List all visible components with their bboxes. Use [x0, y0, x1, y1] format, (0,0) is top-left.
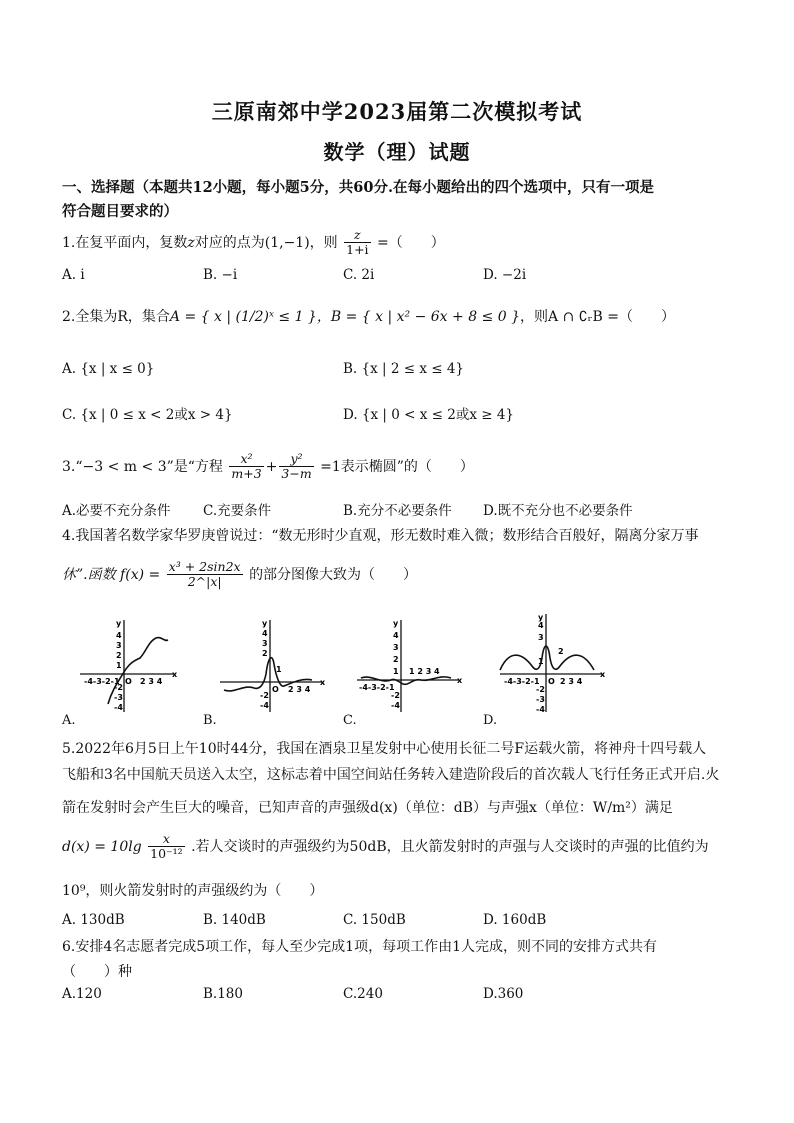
q4-option-c[interactable]: C.: [343, 713, 357, 728]
q1-var: z: [187, 234, 195, 251]
graph-a-tick: -2: [114, 683, 123, 692]
graph-d-tick: 1: [538, 657, 544, 666]
graph-a-y-label: y: [116, 619, 122, 628]
graph-c-tick: 1 2 3 4: [409, 667, 440, 676]
graph-c-tick: -4-3-2-1: [359, 683, 395, 692]
question-6-line2: （ ）种: [62, 964, 132, 980]
q3-f2-num: y²: [279, 452, 313, 467]
question-5-line4: [62, 832, 709, 862]
q4-post: 的部分图像大致为（ ）: [249, 566, 418, 583]
q4-graph-d[interactable]: [498, 612, 608, 712]
q6-option-a[interactable]: A.120: [62, 986, 102, 1002]
q2-option-c[interactable]: C. {x | 0 ≤ x < 2或x > 4}: [62, 407, 233, 423]
graph-a-tick: -4-3-2-1: [84, 677, 120, 686]
graph-c-x-label: x: [457, 676, 463, 685]
graph-a-origin: O: [125, 677, 132, 686]
graph-a-tick: 2: [116, 651, 122, 660]
graph-c-y-label: y: [393, 619, 399, 628]
graph-d-y-label: y: [538, 613, 544, 622]
q4-fraction: [167, 560, 243, 590]
graph-a-tick: 3: [116, 641, 122, 650]
graph-c-tick: 1: [393, 667, 399, 676]
graph-a-tick: 2 3 4: [140, 677, 163, 686]
exam-subtitle: 数学（理）试题: [323, 140, 471, 164]
graph-a-tick: 1: [116, 661, 122, 670]
q4-frac-den: 2^|x|: [187, 574, 222, 590]
q1-frac-num: z: [344, 228, 370, 243]
graph-b-tick: -4: [260, 701, 269, 710]
question-6-line1: 6.安排4名志愿者完成5项工作，每人至少完成1项，每项工作由1人完成，则不同的安排方式共有: [62, 939, 657, 955]
q2-post: ，则A ∩ ∁ᵣB =（ ）: [520, 309, 675, 325]
graph-c-tick: -2: [391, 691, 400, 700]
graph-d-tick: -4-3-2-1: [504, 677, 540, 686]
graph-d-tick: -4: [536, 705, 545, 712]
graph-a-x-label: x: [172, 670, 178, 679]
section-heading-line2: 符合题目要求的）: [62, 203, 178, 220]
question-4-line2: [62, 560, 417, 590]
graph-a-tick: -4: [114, 703, 123, 712]
graph-a-tick: -3: [114, 693, 123, 702]
q5-option-b[interactable]: B. 140dB: [203, 912, 266, 928]
q3-option-b[interactable]: B.充分不必要条件: [343, 503, 452, 519]
graph-d-curve: [500, 646, 594, 670]
q3-fraction-1: [229, 452, 263, 482]
graph-c-tick: 3: [393, 643, 399, 652]
graph-b-tick: -2: [260, 691, 269, 700]
graph-c-tick: 2: [393, 655, 399, 664]
graph-d-tick: 2: [558, 647, 564, 656]
q3-plus: +: [265, 458, 278, 475]
q5-frac-den: 10⁻¹²: [150, 846, 183, 862]
q3-f1-den: m+3: [231, 466, 262, 482]
exam-title: 三原南郊中学2023届第二次模拟考试: [211, 99, 583, 124]
q2-set-a: A = { x | (1/2)ˣ ≤ 1 }: [169, 309, 317, 325]
q2-option-a[interactable]: A. {x | x ≤ 0}: [62, 361, 155, 377]
q3-fraction-2: [279, 452, 313, 482]
q5-option-c[interactable]: C. 150dB: [343, 912, 406, 928]
question-5-line2: 飞船和3名中国航天员送入太空，这标志着中国空间站任务转入建造阶段后的首次载人飞行任务正式开启.火: [62, 767, 720, 783]
graph-a-tick: 4: [116, 631, 122, 640]
graph-b-tick: 2 3 4: [288, 685, 311, 694]
question-5-line1: 5.2022年6月5日上午10时44分，我国在酒泉卫星发射中心使用长征二号F运载火箭，将神舟十四号载人: [62, 741, 707, 757]
q4-graph-c[interactable]: [355, 612, 465, 712]
question-4-line1: 4.我国著名数学家华罗庚曾说过：“数无形时少直观，形无数时难入微；数形结合百般好，隔离分家万事: [62, 528, 699, 544]
q5-formula-pre: d(x) = 10lg: [62, 838, 142, 855]
graph-c-tick: -4: [391, 701, 400, 710]
q4-pre: 休”.函数 f(x) =: [62, 566, 161, 583]
q3-post: =1表示椭圆”的（ ）: [320, 458, 474, 475]
q3-option-a[interactable]: A.必要不充分条件: [62, 503, 171, 519]
q3-option-c[interactable]: C.充要条件: [203, 503, 272, 519]
q1-fraction: [344, 228, 370, 258]
question-5-line3: 箭在发射时会产生巨大的噪音，已知声音的声强级d(x)（单位：dB）与声强x（单位：W/m²）满足: [62, 800, 673, 816]
graph-d-tick: 4: [538, 621, 544, 630]
q3-option-d[interactable]: D.既不充分也不必要条件: [483, 503, 633, 519]
graph-c-tick: 4: [393, 631, 399, 640]
q5-option-d[interactable]: D. 160dB: [483, 912, 547, 928]
graph-d-x-label: x: [600, 670, 606, 679]
graph-b-tick: 3: [262, 639, 268, 648]
q6-option-c[interactable]: C.240: [343, 986, 383, 1002]
q1-post: =（ ）: [377, 234, 445, 251]
q4-frac-num: x³ + 2sin2x: [168, 559, 241, 574]
question-2: [62, 306, 675, 326]
question-5-line5: 10⁹，则火箭发射时的声强级约为（ ）: [62, 883, 324, 899]
question-3: [62, 452, 474, 482]
q3-pre: 3.“−3 < m < 3”是“方程: [62, 458, 223, 475]
q4-option-b[interactable]: B.: [203, 713, 217, 728]
graph-b-tick: 2: [262, 649, 268, 658]
q1-pre: 1.在复平面内，复数: [62, 234, 188, 251]
q1-option-a[interactable]: A. i: [62, 267, 85, 283]
graph-d-origin: O: [548, 677, 555, 686]
q4-option-a[interactable]: A.: [62, 713, 76, 728]
graph-b-y-label: y: [262, 619, 268, 628]
q2-option-b[interactable]: B. {x | 2 ≤ x ≤ 4}: [343, 361, 465, 377]
q2-option-d[interactable]: D. {x | 0 < x ≤ 2或x ≥ 4}: [343, 407, 515, 423]
graph-d-tick: 3: [538, 633, 544, 642]
q4-option-d[interactable]: D.: [483, 713, 498, 728]
graph-b-tick: 4: [262, 629, 268, 638]
q1-option-d[interactable]: D. −2i: [483, 267, 527, 283]
q3-f2-den: 3−m: [281, 466, 312, 482]
q6-option-d[interactable]: D.360: [483, 986, 524, 1002]
section-heading-line1: 一、选择题（本题共12小题，每小题5分，共60分.在每小题给出的四个选项中，只有一项是: [62, 179, 654, 196]
question-1: [62, 228, 445, 258]
q5-frac-num: x: [148, 832, 185, 847]
q5-post: .若人交谈时的声强级约为50dB，且火箭发射时的声强与人交谈时的声强的比值约为: [191, 838, 709, 855]
q2-set-b: ，B = { x | x² − 6x + 8 ≤ 0 }: [316, 309, 521, 325]
graph-d-tick: -2: [536, 685, 545, 694]
q1-option-c[interactable]: C. 2i: [343, 267, 375, 283]
q1-frac-den: 1+i: [346, 242, 369, 258]
graph-b-origin: O: [272, 685, 279, 694]
q5-fraction: [148, 832, 185, 862]
q4-graph-b[interactable]: [218, 612, 328, 712]
q1-option-b[interactable]: B. −i: [203, 267, 238, 283]
graph-d-tick: 2 3 4: [560, 677, 583, 686]
q3-f1-num: x²: [229, 452, 263, 467]
q5-option-a[interactable]: A. 130dB: [62, 912, 125, 928]
q2-pre: 2.全集为R，集合: [62, 309, 170, 325]
graph-b-x-label: x: [320, 678, 326, 687]
q6-option-b[interactable]: B.180: [203, 986, 243, 1002]
graph-d-tick: -3: [536, 695, 545, 704]
q4-graph-a[interactable]: [78, 612, 178, 712]
q1-mid: 对应的点为(1,−1)，则: [194, 234, 338, 251]
graph-b-tick: 1: [276, 665, 282, 674]
